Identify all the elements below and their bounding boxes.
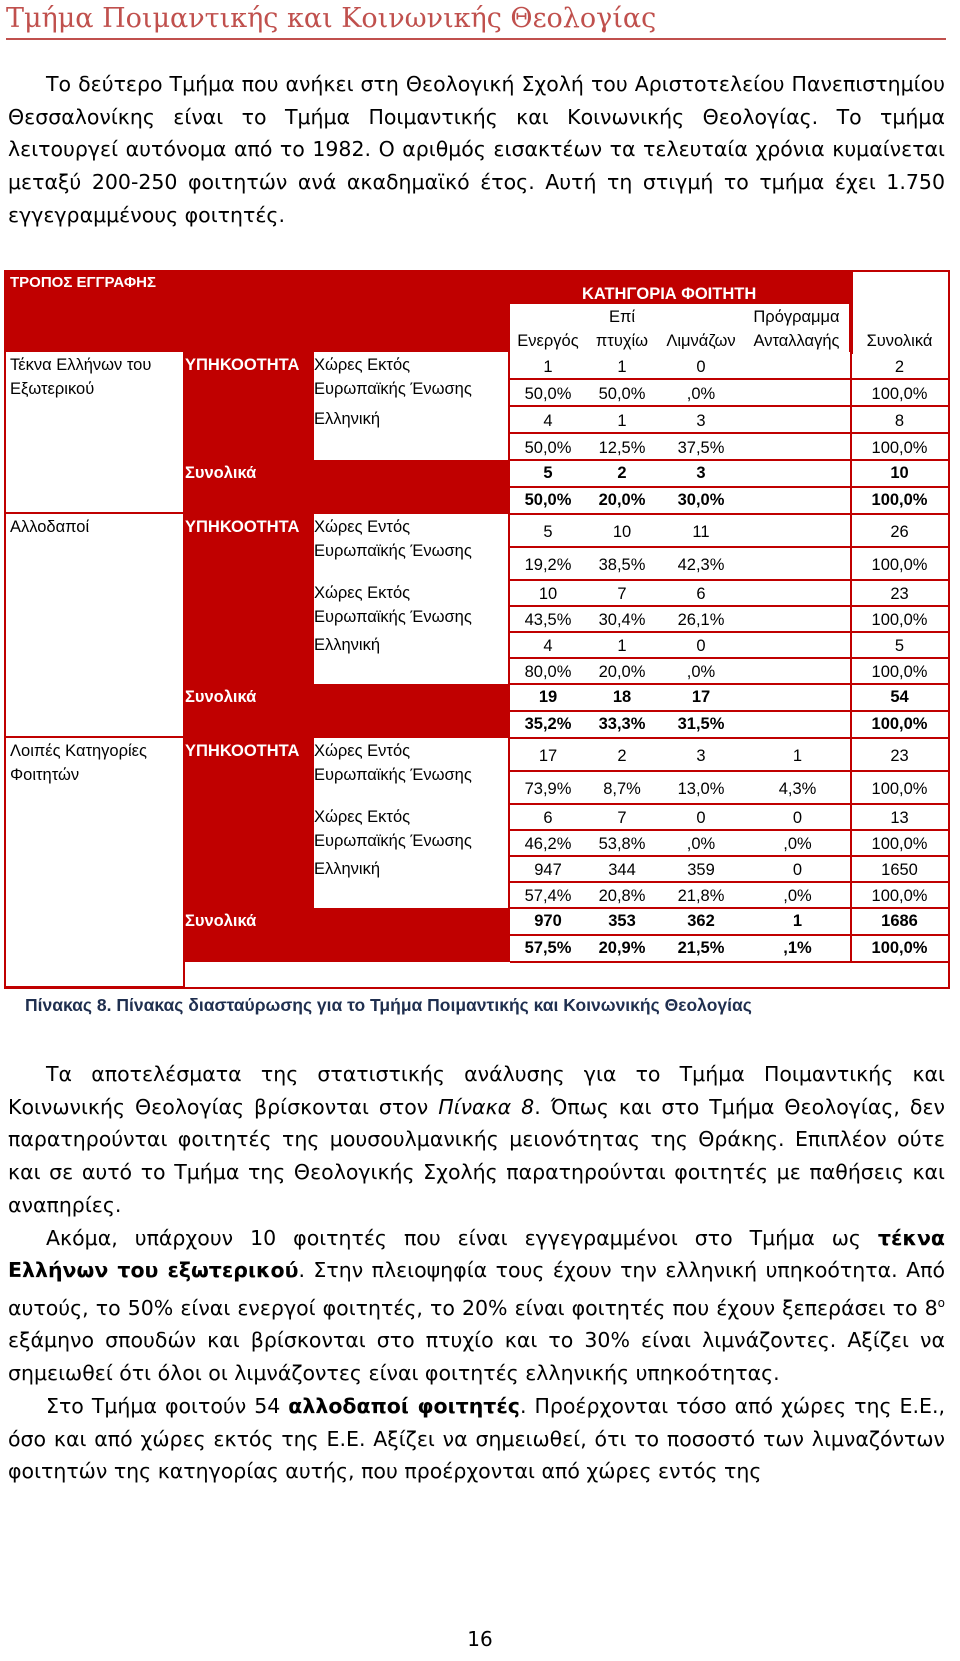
count-cell: 6	[696, 585, 706, 603]
percent-cell: 100,0%	[871, 555, 928, 574]
percent-cell: 80,0%	[524, 663, 572, 681]
total-percent-cell: 100,0%	[871, 715, 928, 733]
percent-cell: 8,7%	[603, 779, 641, 798]
percent-cell: 30,4%	[598, 611, 646, 629]
total-percent-cell: 21,5%	[677, 939, 725, 957]
percent-cell: 20,0%	[598, 663, 646, 681]
total-count-cell: 3	[696, 464, 706, 482]
percent-cell: ,0%	[686, 384, 716, 403]
count-cell: 344	[608, 861, 636, 879]
emphasis-foreign-students: αλλοδαποί φοιτητές	[288, 1393, 520, 1418]
intro-paragraph	[8, 68, 945, 232]
table-caption: Πίνακας 8. Πίνακας διασταύρωσης για το Τμήμα Ποιμαντικής και Κοινωνικής Θεολογίας	[25, 995, 752, 1015]
percent-cell: 12,5%	[598, 438, 646, 457]
count-cell: 0	[696, 637, 706, 655]
count-cell: 947	[534, 861, 562, 879]
total-count-cell: 54	[890, 688, 909, 706]
paragraph-foreign: Στο Τμήμα φοιτούν 54 αλλοδαποί φοιτητές. Προέρχονται τόσο από χώρες της Ε.Ε., όσο και από χώρες εκτός της Ε.Ε. Αξίζει να σημειωθεί, ότι το ποσοστό των λιμναζόντων φοιτητών της κατηγορίας αυτής, που προέρχονται από χώρες εντός της	[8, 1393, 945, 1484]
col-header-limnazon: Λιμνάζων	[666, 332, 736, 350]
percent-cell: 100,0%	[871, 384, 928, 403]
percent-cell: 100,0%	[871, 835, 928, 853]
total-percent-cell: 57,5%	[524, 939, 572, 957]
subcategory-label-line2: Ευρωπαϊκής Ένωσης	[314, 542, 472, 560]
count-cell: 0	[792, 861, 803, 879]
col-header-epi-1: Επί	[608, 308, 636, 326]
emphasis-greeks-abroad: τέκνα Ελλήνων του εξωτερικού	[8, 1225, 945, 1283]
percent-cell: 37,5%	[677, 438, 725, 457]
total-count-cell: 17	[691, 688, 711, 706]
percent-cell: 100,0%	[871, 438, 928, 457]
count-cell: 1	[543, 357, 553, 376]
count-cell: 26	[890, 522, 909, 541]
total-percent-cell: 20,9%	[598, 939, 646, 957]
count-cell: 3	[696, 411, 706, 430]
count-cell: 0	[696, 357, 706, 376]
percent-cell: 4,3%	[778, 779, 817, 798]
count-cell: 4	[543, 637, 553, 655]
count-cell: 5	[894, 637, 905, 655]
count-cell: 2	[894, 357, 905, 376]
total-count-cell: 5	[543, 464, 553, 482]
count-cell: 6	[543, 809, 553, 827]
col-header-synolika: Συνολικά	[866, 332, 933, 350]
count-cell: 1	[617, 637, 627, 655]
percent-cell: 50,0%	[524, 384, 572, 403]
percent-cell: 19,2%	[524, 555, 572, 574]
percent-cell: 73,9%	[524, 779, 572, 798]
percent-cell: ,0%	[686, 663, 716, 681]
crosstab-table	[4, 270, 952, 989]
group-name: Αλλοδαποί	[10, 518, 90, 536]
nationality-label: ΥΠΗΚΟΟΤΗΤΑ	[185, 742, 300, 760]
group-name: Λοιπές Κατηγορίες	[10, 742, 147, 760]
count-cell: 23	[890, 585, 909, 603]
group-name: Τέκνα Ελλήνων του	[10, 356, 152, 374]
count-cell: 13	[890, 809, 909, 827]
percent-cell: 21,8%	[677, 887, 725, 905]
percent-cell: 20,8%	[598, 887, 646, 905]
percent-cell: 100,0%	[871, 887, 928, 905]
paragraph-results: Τα αποτελέσματα της στατιστικής ανάλυσης για το Τμήμα Ποιμαντικής και Κοινωνικής Θεολογίας βρίσκονται στον Πίνακα 8. Όπως και στο Τμήμα Θεολογίας, δεν παρατηρούνται φοιτητές της μουσουλμανικής μειονότητας της Θράκης. Επιπλέον ούτε και σε αυτό το Τμήμα της Θεολογικής Σχολής παρατηρούνται φοιτητές με παθήσεις και αναπηρίες.	[8, 1062, 945, 1217]
percent-cell: 42,3%	[677, 555, 725, 574]
total-label: Συνολικά	[185, 912, 257, 930]
percent-cell: 43,5%	[524, 611, 572, 629]
intro-text: Το δεύτερο Τμήμα που ανήκει στη Θεολογική Σχολή του Αριστοτελείου Πανεπιστημίου Θεσσαλονίκης είναι το Τμήμα Ποιμαντικής και Κοινωνικής Θεολογίας. Το τμήμα λειτουργεί αυτόνομα από το 1982. Ο αριθμός εισακτέων τα τελευταία χρόνια κυμαίνεται μεταξύ 200-250 φοιτητών ανά ακαδημαϊκό έτος. Αυτή τη στιγμή το τμήμα έχει 1.750 εγγεγραμμένους φοιτητές.	[8, 72, 945, 227]
total-percent-cell: 20,0%	[598, 491, 646, 509]
count-cell: 2	[617, 746, 627, 765]
subcategory-label: Χώρες Εκτός	[314, 808, 411, 826]
total-percent-cell: ,1%	[783, 939, 812, 957]
group-name-line2: Φοιτητών	[10, 766, 80, 784]
count-cell: 17	[538, 746, 558, 765]
count-cell: 5	[543, 522, 553, 541]
percent-cell: 50,0%	[524, 438, 572, 457]
total-label: Συνολικά	[185, 464, 257, 482]
count-cell: 7	[617, 809, 627, 827]
percent-cell: 100,0%	[871, 663, 928, 681]
col-header-programma-2: Ανταλλαγής	[753, 332, 840, 350]
count-cell: 4	[543, 411, 553, 430]
percent-cell: ,0%	[686, 835, 716, 853]
total-percent-cell: 100,0%	[871, 939, 928, 957]
percent-cell: 26,1%	[677, 611, 725, 629]
subcategory-label-line2: Ευρωπαϊκής Ένωσης	[314, 766, 472, 784]
header-enrollment-mode: ΤΡΟΠΟΣ ΕΓΓΡΑΦΗΣ	[10, 274, 157, 291]
header-student-category: ΚΑΤΗΓΟΡΙΑ ΦΟΙΤΗΤΗ	[582, 285, 757, 303]
count-cell: 359	[687, 861, 715, 879]
percent-cell: 50,0%	[598, 384, 646, 403]
count-cell: 1	[617, 411, 627, 430]
col-header-energos: Ενεργός	[517, 332, 579, 350]
count-cell: 3	[696, 746, 706, 765]
percent-cell: 100,0%	[871, 611, 928, 629]
subcategory-label: Χώρες Εκτός	[314, 356, 411, 374]
total-count-cell: 18	[612, 688, 632, 706]
total-percent-cell: 35,2%	[524, 715, 572, 733]
total-count-cell: 1	[792, 912, 803, 930]
count-cell: 11	[692, 522, 710, 541]
total-percent-cell: 30,0%	[677, 491, 725, 509]
paragraph-greeks-abroad: Ακόμα, υπάρχουν 10 φοιτητές που είναι εγγεγραμμένοι στο Τμήμα ως τέκνα Ελλήνων του εξωτερικού. Στην πλειοψηφία τους έχουν την ελληνική υπηκοότητα. Από αυτούς, το 50% είναι ενεργοί φοιτητές, το 20% είναι φοιτητές που έχουν ξεπεράσει το $8^o$ εξάμηνο σπουδών και βρίσκονται στο πτυχίο και το 30% είναι λιμνάζοντες. Αξίζει να σημειωθεί ότι όλοι οι λιμνάζοντες είναι φοιτητές ελληνικής υπηκοότητας.	[8, 1225, 946, 1386]
percent-cell: ,0%	[783, 887, 812, 905]
subcategory-label: Χώρες Εκτός	[314, 584, 411, 602]
total-count-cell: 2	[617, 464, 627, 482]
total-percent-cell: 100,0%	[871, 491, 928, 509]
subcategory-label: Χώρες Εντός	[314, 742, 411, 760]
count-cell: 1	[617, 357, 627, 376]
nationality-label: ΥΠΗΚΟΟΤΗΤΑ	[185, 356, 300, 374]
percent-cell: 100,0%	[871, 779, 928, 798]
total-count-cell: 362	[687, 912, 715, 930]
percent-cell: 38,5%	[598, 555, 646, 574]
count-cell: 0	[696, 809, 706, 827]
percent-cell: ,0%	[783, 835, 812, 853]
count-cell: 10	[612, 522, 632, 541]
subcategory-label: Χώρες Εντός	[314, 518, 411, 536]
total-percent-cell: 33,3%	[598, 715, 646, 733]
total-count-cell: 10	[890, 464, 909, 482]
table-reference: Πίνακα 8	[438, 1094, 535, 1119]
col-header-programma-1: Πρόγραμμα	[753, 308, 840, 326]
page-title: Τμήμα Ποιμαντικής και Κοινωνικής Θεολογίας	[6, 0, 946, 40]
total-count-cell: 353	[608, 912, 636, 930]
subcategory-label-line2: Ευρωπαϊκής Ένωσης	[314, 832, 472, 850]
percent-cell: 13,0%	[677, 779, 725, 798]
page-number: 16	[467, 1627, 493, 1651]
subcategory-label-line2: Ευρωπαϊκής Ένωσης	[314, 380, 472, 398]
subcategory-label-line2: Ευρωπαϊκής Ένωσης	[314, 608, 472, 626]
count-cell: 1650	[881, 861, 918, 879]
total-count-cell: 1686	[881, 912, 918, 930]
col-header-epi-2: πτυχίω	[595, 332, 649, 350]
total-count-cell: 19	[538, 688, 558, 706]
nationality-label: ΥΠΗΚΟΟΤΗΤΑ	[185, 518, 300, 536]
count-cell: 23	[890, 746, 909, 765]
count-cell: 10	[538, 585, 558, 603]
count-cell: 7	[617, 585, 627, 603]
subcategory-label: Ελληνική	[314, 860, 381, 878]
group-name-line2: Εξωτερικού	[10, 380, 95, 398]
count-cell: 8	[894, 411, 905, 430]
percent-cell: 46,2%	[524, 835, 572, 853]
total-label: Συνολικά	[185, 688, 257, 706]
count-cell: 1	[792, 746, 803, 765]
subcategory-label: Ελληνική	[314, 636, 381, 654]
total-percent-cell: 31,5%	[677, 715, 725, 733]
percent-cell: 53,8%	[598, 835, 646, 853]
count-cell: 0	[792, 809, 803, 827]
total-count-cell: 970	[534, 912, 562, 930]
percent-cell: 57,4%	[524, 887, 572, 905]
analysis-paragraphs	[8, 1058, 945, 1488]
subcategory-label: Ελληνική	[314, 410, 381, 428]
total-percent-cell: 50,0%	[524, 491, 572, 509]
